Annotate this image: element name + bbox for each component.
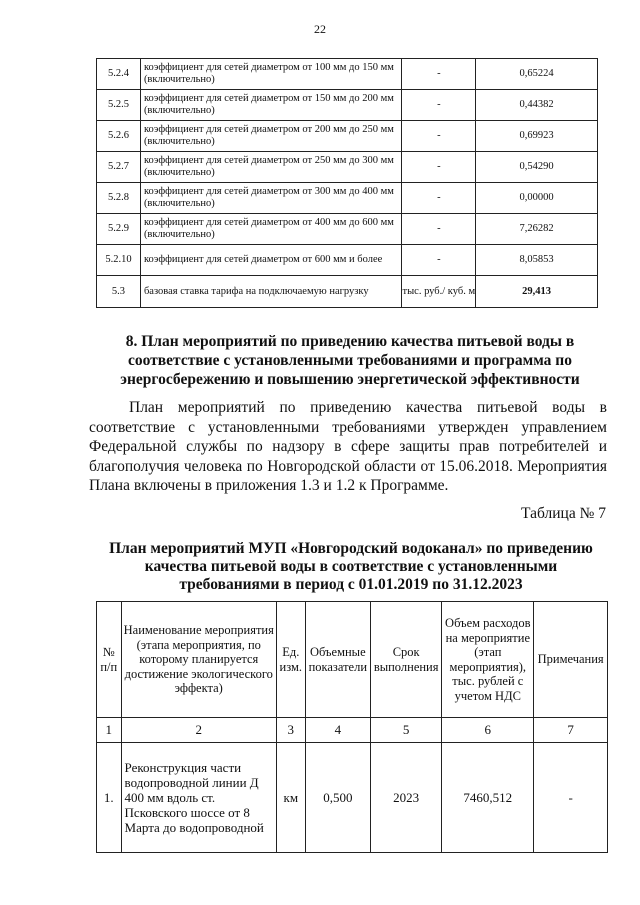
column-number: 7 [534, 718, 608, 743]
row-value: 0,65224 [476, 59, 598, 90]
table-row [97, 121, 598, 152]
column-number: 5 [371, 718, 442, 743]
table-header-row [97, 602, 608, 718]
row-number: 5.3 [97, 276, 141, 308]
page-number: 22 [314, 22, 326, 36]
row-number: 5.2.9 [97, 214, 141, 245]
body-paragraph: План мероприятий по приведению качества питьевой воды в соответствие с установленными требованиями утвержден управлением Федеральной службы по надзору в сфере защиты прав потребителей и благополучия человека по Новгородской области от 15.06.2018. Мероприятия Плана включены в приложения 1.3 и 1.2 к Программе. [89, 399, 607, 494]
table-row [97, 245, 598, 276]
tariff-coefficients-table [96, 58, 598, 308]
row-number: 5.2.7 [97, 152, 141, 183]
row-number: 5.2.8 [97, 183, 141, 214]
table-row [97, 90, 598, 121]
table-caption: Таблица № 7 [521, 505, 606, 522]
row-unit: - [402, 183, 476, 214]
row-value: 0,69923 [476, 121, 598, 152]
row-value: 0,00000 [476, 183, 598, 214]
table-row [97, 59, 598, 90]
row-description: коэффициент для сетей диаметром от 150 мм до 200 мм (включительно) [140, 90, 401, 121]
row-description: коэффициент для сетей диаметром от 600 мм и более [140, 245, 401, 276]
row-value: 0,44382 [476, 90, 598, 121]
measure-note: - [534, 743, 608, 853]
table-row [97, 183, 598, 214]
column-number: 2 [121, 718, 276, 743]
measure-number: 1. [97, 743, 122, 853]
row-unit: - [402, 121, 476, 152]
row-number: 5.2.6 [97, 121, 141, 152]
column-header-number: № п/п [97, 602, 122, 718]
row-value: 7,26282 [476, 214, 598, 245]
column-number: 3 [276, 718, 305, 743]
plan-measures-table [96, 601, 608, 853]
table-row [97, 743, 608, 853]
column-number: 6 [442, 718, 534, 743]
section-heading: 8. План мероприятий по приведению качества питьевой воды в соответствие с установленными требованиями и программа по энергосбережению и повышению энергетической эффективности [120, 333, 580, 388]
measure-volume: 0,500 [305, 743, 370, 853]
row-number: 5.2.4 [97, 59, 141, 90]
table-row [97, 152, 598, 183]
column-number: 1 [97, 718, 122, 743]
column-header-volume: Объемные показатели [305, 602, 370, 718]
measure-cost: 7460,512 [442, 743, 534, 853]
row-unit: - [402, 245, 476, 276]
row-unit: - [402, 214, 476, 245]
row-unit: тыс. руб./ куб. м [402, 276, 476, 308]
row-value: 8,05853 [476, 245, 598, 276]
column-numbers-row [97, 718, 608, 743]
column-number: 4 [305, 718, 370, 743]
measure-term: 2023 [371, 743, 442, 853]
measure-name: Реконструкция части водопроводной линии Д 400 мм вдоль ст. Псковского шоссе от 8 Марта до водопроводной [121, 743, 276, 853]
row-description: базовая ставка тарифа на подключаемую нагрузку [140, 276, 401, 308]
measure-unit: км [276, 743, 305, 853]
row-unit: - [402, 90, 476, 121]
row-description: коэффициент для сетей диаметром от 400 мм до 600 мм (включительно) [140, 214, 401, 245]
row-number: 5.2.10 [97, 245, 141, 276]
row-number: 5.2.5 [97, 90, 141, 121]
table-row [97, 276, 598, 308]
row-value: 0,54290 [476, 152, 598, 183]
row-description: коэффициент для сетей диаметром от 100 мм до 150 мм (включительно) [140, 59, 401, 90]
plan-table-title: План мероприятий МУП «Новгородский водоканал» по приведению качества питьевой воды в соответствие с установленными требованиями в период с 01.01.2019 по 31.12.2023 [109, 540, 593, 593]
row-unit: - [402, 152, 476, 183]
row-description: коэффициент для сетей диаметром от 250 мм до 300 мм (включительно) [140, 152, 401, 183]
column-header-cost: Объем расходов на мероприятие (этап мероприятия), тыс. рублей с учетом НДС [442, 602, 534, 718]
row-value: 29,413 [476, 276, 598, 308]
row-description: коэффициент для сетей диаметром от 200 мм до 250 мм (включительно) [140, 121, 401, 152]
column-header-unit: Ед. изм. [276, 602, 305, 718]
row-description: коэффициент для сетей диаметром от 300 мм до 400 мм (включительно) [140, 183, 401, 214]
column-header-name: Наименование мероприятия (этапа мероприятия, по которому планируется достижение экологического эффекта) [121, 602, 276, 718]
table-row [97, 214, 598, 245]
column-header-term: Срок выполнения [371, 602, 442, 718]
row-unit: - [402, 59, 476, 90]
column-header-notes: Примечания [534, 602, 608, 718]
